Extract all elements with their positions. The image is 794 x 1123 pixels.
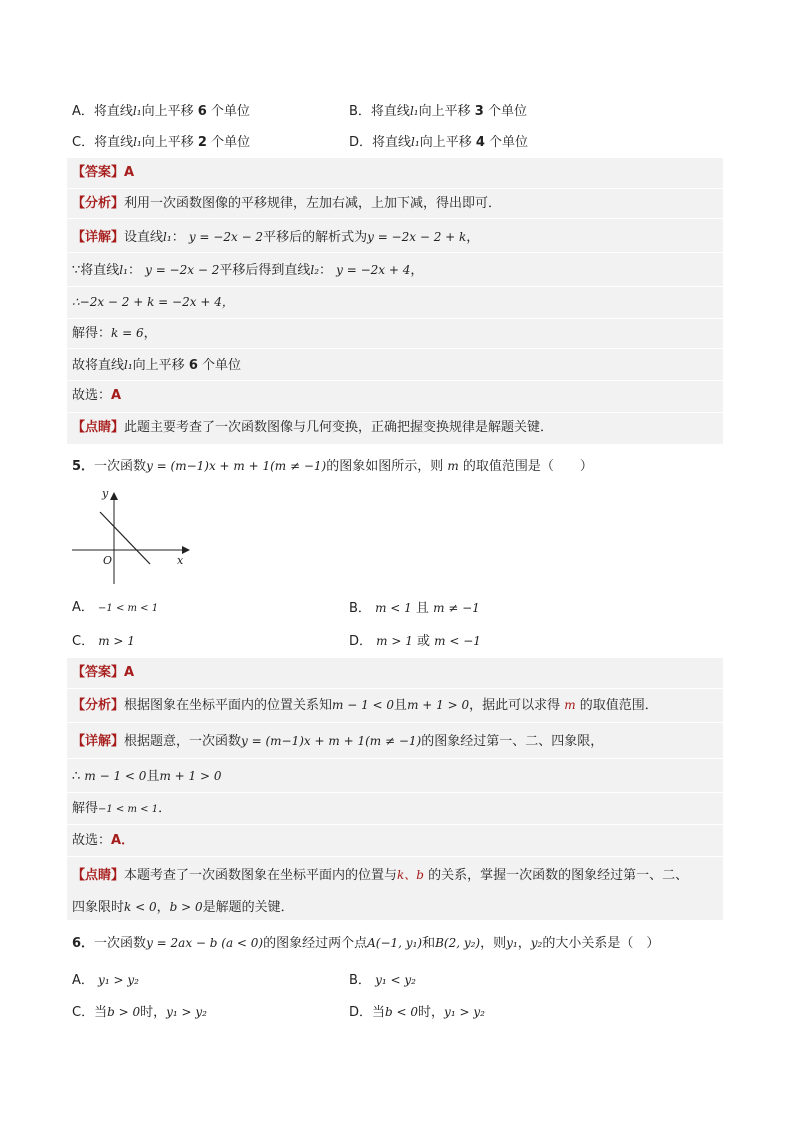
q6-option-a[interactable]: A． y₁ > y₂ <box>72 973 139 988</box>
q6-option-b[interactable]: B． y₁ < y₂ <box>349 973 416 988</box>
q4-choose-line: 故选：A <box>72 388 122 403</box>
origin-label: O <box>103 554 113 567</box>
q5-answer: 【答案】A <box>72 665 135 680</box>
q4-answer: 【答案】A <box>72 165 135 180</box>
q4-option-b[interactable]: B．将直线l₁向上平移 3 个单位 <box>349 104 527 119</box>
q5-option-c[interactable]: C． m > 1 <box>72 634 135 649</box>
q5-solve-line: 解得−1 < m < 1． <box>72 801 172 816</box>
q4-option-d[interactable]: D．将直线l₁向上平移 4 个单位 <box>349 135 529 150</box>
y-axis-label: y <box>102 487 109 500</box>
q5-comment-line-1: 【点睛】本题考查了一次函数图象在坐标平面内的位置与k、b 的关系，掌握一次函数的图象经过第一、二、 <box>72 868 689 883</box>
q5-option-b[interactable]: B． m < 1 且 m ≠ −1 <box>349 601 480 616</box>
q5-choose-line: 故选：A． <box>72 833 135 848</box>
x-axis-label: x <box>177 554 184 567</box>
q5-option-d[interactable]: D． m > 1 或 m < −1 <box>349 634 481 649</box>
q6-option-c[interactable]: C．当b > 0时，y₁ > y₂ <box>72 1005 207 1020</box>
q6-option-d[interactable]: D．当b < 0时，y₁ > y₂ <box>349 1005 485 1020</box>
q4-because-line: ∵将直线l₁： y = −2x − 2平移后得到直线l₂： y = −2x + 4， <box>72 263 424 278</box>
q4-solve-line: 解得：k = 6， <box>72 326 157 341</box>
q4-option-a[interactable]: A．将直线l₁向上平移 6 个单位 <box>72 104 250 119</box>
q4-comment: 【点睛】此题主要考查了一次函数图像与几何变换，正确把握变换规律是解题关键． <box>72 420 554 435</box>
q5-stem: 5．一次函数y = (m−1)x + m + 1(m ≠ −1)的图象如图所示，则 m 的取值范围是（ ） <box>72 459 593 474</box>
q4-analysis: 【分析】利用一次函数图像的平移规律，左加右减，上加下减，得出即可． <box>72 196 502 211</box>
q5-therefore-line: ∴ m − 1 < 0且m + 1 > 0 <box>72 769 222 784</box>
q6-stem: 6．一次函数y = 2ax − b (a < 0)的图象经过两个点A(−1, y₁)和B(2, y₂)，则y₁，y₂的大小关系是（ ） <box>72 936 660 951</box>
q4-detail-line-1: 【详解】设直线l₁： y = −2x − 2平移后的解析式为y = −2x − 2 + k， <box>72 230 480 245</box>
q5-analysis: 【分析】根据图象在坐标平面内的位置关系知m − 1 < 0且m + 1 > 0，据此可以求得 m 的取值范围． <box>72 698 658 713</box>
y-axis-arrow <box>110 492 118 500</box>
q5-detail: 【详解】根据题意，一次函数y = (m−1)x + m + 1(m ≠ −1)的图象经过第一、二、四象限， <box>72 734 604 749</box>
q5-comment-line-2: 四象限时k < 0，b > 0是解题的关键． <box>72 900 294 915</box>
q5-option-a[interactable]: A． −1 < m < 1 <box>72 600 159 615</box>
q4-therefore-line: ∴−2x − 2 + k = −2x + 4， <box>72 295 234 309</box>
x-axis-arrow <box>182 546 190 554</box>
q4-option-c[interactable]: C．将直线l₁向上平移 2 个单位 <box>72 135 251 150</box>
q5-graph <box>66 484 196 584</box>
q4-conclusion-line: 故将直线l₁向上平移 6 个单位 <box>72 358 242 373</box>
